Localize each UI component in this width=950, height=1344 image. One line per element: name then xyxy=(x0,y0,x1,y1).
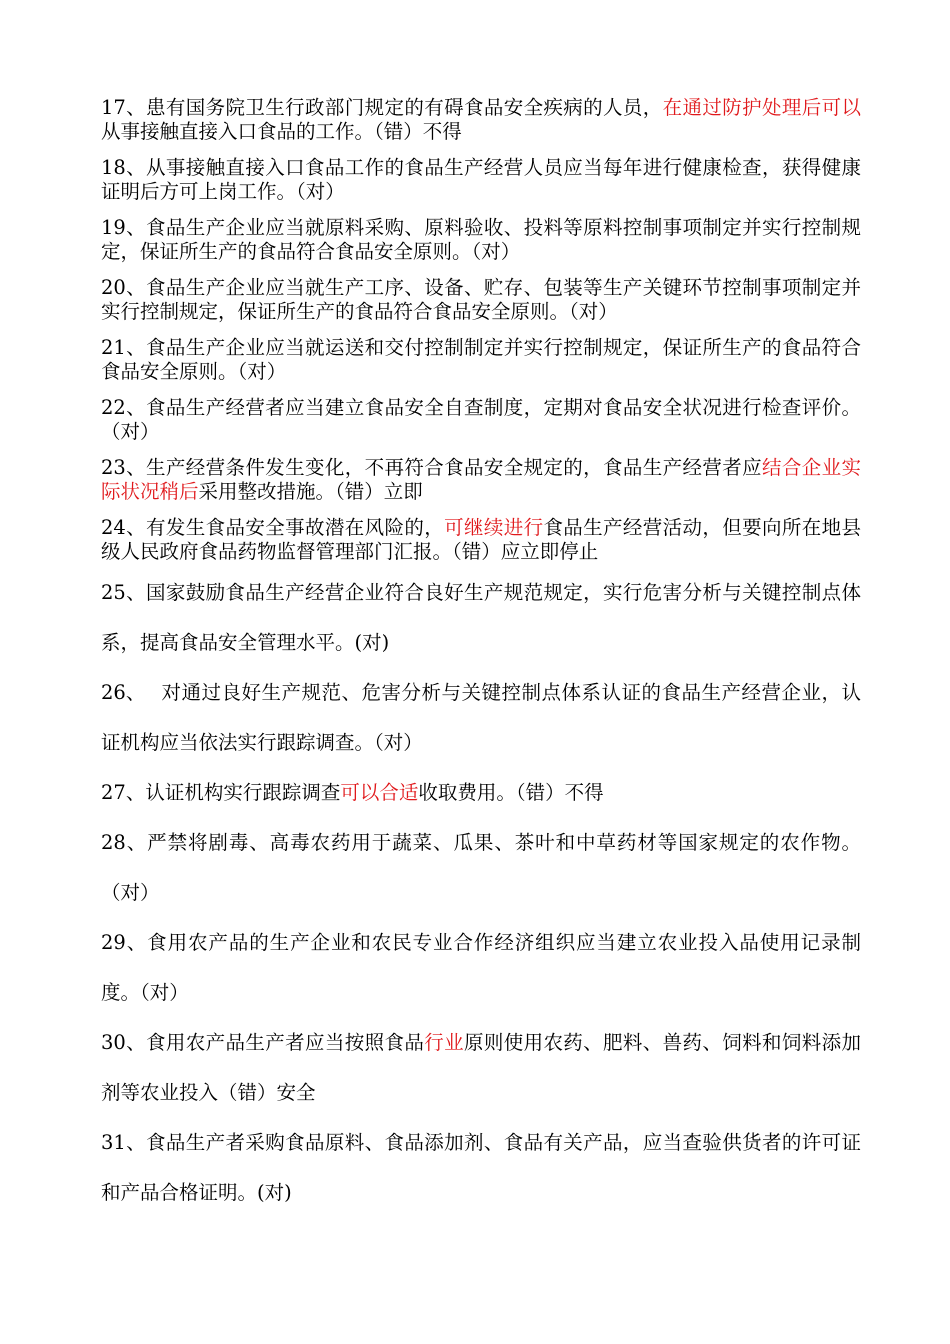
question-28: 28、严禁将剧毒、高毒农药用于蔬菜、瓜果、茶叶和中草药材等国家规定的农作物。（对） xyxy=(101,831,861,904)
highlight-error-phrase: 结合企业实际状况稍后 xyxy=(101,456,861,503)
question-31: 31、食品生产者采购食品原料、食品添加剂、食品有关产品，应当查验供货者的许可证和产品合格证明。(对) xyxy=(101,1131,861,1204)
question-18: 18、从事接触直接入口食品工作的食品生产经营人员应当每年进行健康检查，获得健康证明后方可上岗工作。（对） xyxy=(101,156,861,203)
question-22: 22、食品生产经营者应当建立食品安全自查制度，定期对食品安全状况进行检查评价。（对） xyxy=(101,396,861,443)
highlight-error-phrase: 在通过防护处理后可以 xyxy=(662,96,861,119)
highlight-error-phrase: 可以合适 xyxy=(340,781,419,804)
question-23: 23、生产经营条件发生变化，不再符合食品安全规定的，食品生产经营者应结合企业实际状况稍后采用整改措施。（错）立即 xyxy=(101,456,861,503)
document-page xyxy=(101,96,861,1218)
question-27: 27、认证机构实行跟踪调查可以合适收取费用。（错）不得 xyxy=(101,781,604,804)
question-19: 19、食品生产企业应当就原料采购、原料验收、投料等原料控制事项制定并实行控制规定，保证所生产的食品符合食品安全原则。（对） xyxy=(101,216,861,263)
question-24: 24、有发生食品安全事故潜在风险的，可继续进行食品生产经营活动，但要向所在地县级人民政府食品药物监督管理部门汇报。（错）应立即停止 xyxy=(101,516,861,563)
question-20: 20、食品生产企业应当就生产工序、设备、贮存、包装等生产关键环节控制事项制定并实行控制规定，保证所生产的食品符合食品安全原则。（对） xyxy=(101,276,861,323)
question-30: 30、食用农产品生产者应当按照食品行业原则使用农药、肥料、兽药、饲料和饲料添加剂等农业投入（错）安全 xyxy=(101,1031,861,1104)
highlight-error-phrase: 行业 xyxy=(424,1031,464,1054)
highlight-error-phrase: 可继续进行 xyxy=(444,516,544,539)
question-26: 26、 对通过良好生产规范、危害分析与关键控制点体系认证的食品生产经营企业，认证机构应当依法实行跟踪调查。（对） xyxy=(101,681,861,754)
question-21: 21、食品生产企业应当就运送和交付控制制定并实行控制规定，保证所生产的食品符合食品安全原则。（对） xyxy=(101,336,861,383)
question-29: 29、食用农产品的生产企业和农民专业合作经济组织应当建立农业投入品使用记录制度。（对） xyxy=(101,931,861,1004)
question-25: 25、国家鼓励食品生产经营企业符合良好生产规范规定，实行危害分析与关键控制点体系，提高食品安全管理水平。(对) xyxy=(101,581,861,654)
question-17: 17、患有国务院卫生行政部门规定的有碍食品安全疾病的人员，在通过防护处理后可以从事接触直接入口食品的工作。（错）不得 xyxy=(101,96,861,143)
